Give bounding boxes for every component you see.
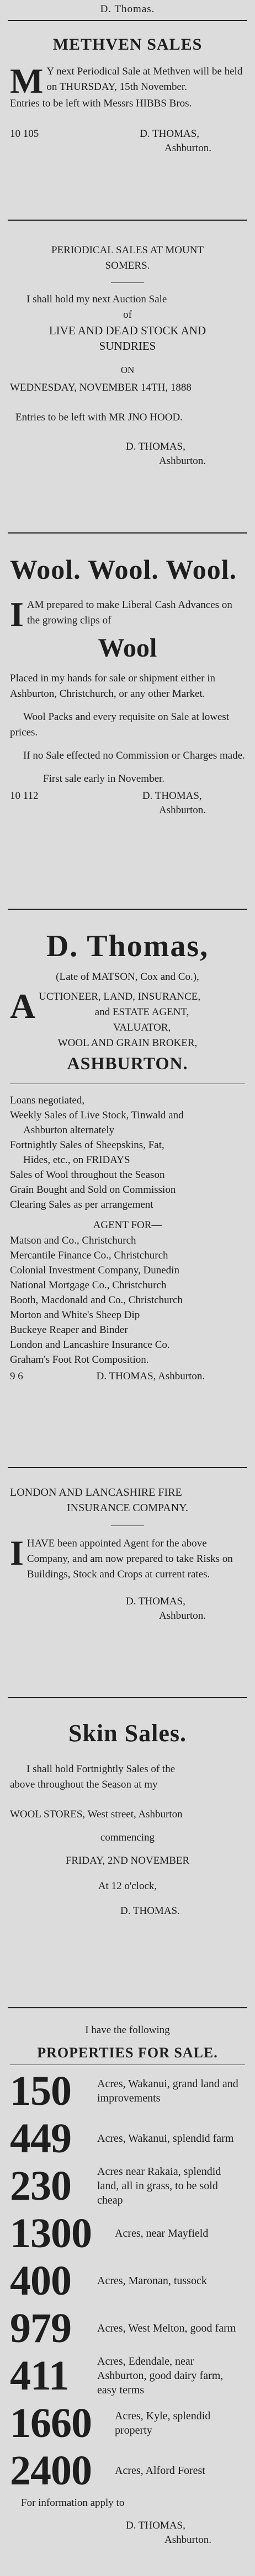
wool-title: Wool. Wool. Wool. <box>10 554 237 585</box>
mount-somers-sig-place: Ashburton. <box>159 455 206 467</box>
methven-ref: 10 105 <box>10 128 39 140</box>
mount-somers-sig-name: D. THOMAS, <box>126 441 185 452</box>
insurance-title-1: LONDON AND LANCASHIRE FIRE <box>10 1486 182 1498</box>
wool-subtitle: Wool <box>98 633 157 663</box>
wool-text: AM prepared to make Liberal Cash Advances on the growing clips of <box>26 599 232 626</box>
wool-sig-name: D. THOMAS, <box>142 790 202 802</box>
skin-sales-ad <box>8 1698 247 2007</box>
dropcap-i: I <box>10 595 24 634</box>
short-rule <box>111 282 144 283</box>
mount-somers-date: WEDNESDAY, NOVEMBER 14TH, 1888 <box>10 382 192 393</box>
agency-item: London and Lancashire Insurance Co. <box>10 1339 170 1351</box>
property-desc: Acres, Wakanui, splendid farm <box>97 2132 234 2145</box>
skin-sig: D. THOMAS. <box>120 1905 180 1917</box>
thomas-ref: 9 6 <box>10 1370 23 1382</box>
property-row <box>10 2401 245 2446</box>
property-row <box>10 2258 245 2303</box>
methven-text: Y next Periodical Sale at Methven will be held on THURSDAY, 15th November. <box>46 66 243 93</box>
properties-intro: I have the following <box>85 2024 170 2036</box>
wool-para-3: If no Sale effected no Commission or Charges made. <box>23 750 245 761</box>
agency-item: Colonial Investment Company, Dunedin <box>10 1265 179 1276</box>
property-acres: 2400 <box>10 2447 92 2494</box>
property-desc: Acres, Edendale, near Ashburton, good dairy farm, easy terms <box>97 2355 224 2396</box>
skin-line-1: I shall hold Fortnightly Sales of the <box>26 1763 176 1775</box>
service-item: Loans negotiated, <box>10 1095 85 1106</box>
property-desc: Acres, Wakanui, grand land and improvements <box>97 2078 238 2104</box>
insurance-ad <box>8 1468 247 1697</box>
thomas-signature <box>10 1369 245 1384</box>
service-item: Clearing Sales as per arrangement <box>10 1199 153 1210</box>
agency-item: Buckeye Reaper and Binder <box>10 1324 128 1336</box>
properties-ad <box>8 2008 247 2553</box>
wool-signature <box>10 789 245 803</box>
property-desc: Acres, Alford Forest <box>115 2465 205 2477</box>
wool-sig-place: Ashburton. <box>159 804 206 816</box>
property-row <box>10 2163 245 2209</box>
property-acres: 1660 <box>10 2400 92 2446</box>
masthead: D. Thomas. <box>100 3 155 15</box>
property-desc: Acres, Maronan, tussock <box>97 2275 207 2287</box>
thomas-sig: D. THOMAS, Ashburton. <box>96 1370 205 1382</box>
mount-somers-on: ON <box>120 365 135 375</box>
property-row <box>10 2068 245 2114</box>
mount-somers-title-1: PERIODICAL SALES AT MOUNT <box>51 244 204 256</box>
property-row <box>10 2448 245 2493</box>
property-acres: 150 <box>10 2068 71 2114</box>
methven-signature <box>10 127 245 141</box>
mount-somers-ad <box>8 221 247 532</box>
agency-item: Graham's Foot Rot Composition. <box>10 1354 149 1366</box>
agency-item: Morton and White's Sheep Dip <box>10 1309 140 1321</box>
skin-line-2: above throughout the Season at my <box>10 1779 158 1790</box>
thomas-line-4: WOOL AND GRAIN BROKER, <box>57 1037 198 1049</box>
thomas-line-1: UCTIONEER, LAND, INSURANCE, <box>39 991 201 1002</box>
thomas-place: ASHBURTON. <box>67 1053 188 1073</box>
wool-ad <box>8 534 247 909</box>
wool-body <box>10 595 245 634</box>
agent-for-heading: AGENT FOR— <box>93 1219 162 1231</box>
thomas-agencies <box>10 1233 245 1367</box>
agency-item: Booth, Macdonald and Co., Christchurch <box>10 1294 183 1306</box>
insurance-text: HAVE been appointed Agent for the above Company, and am now prepared to take Risks on Buildings, Stock and Crops at current rates. <box>26 1538 233 1580</box>
properties-info: For information apply to <box>21 2497 125 2509</box>
mount-somers-lot-2: SUNDRIES <box>99 339 156 353</box>
skin-date: FRIDAY, 2ND NOVEMBER <box>65 1855 190 1866</box>
newspaper-column <box>0 3 255 2576</box>
wool-ref: 10 112 <box>10 790 39 802</box>
property-acres: 400 <box>10 2258 71 2304</box>
property-desc: Acres, Kyle, splendid property <box>115 2410 211 2436</box>
thomas-ad <box>8 910 247 1467</box>
service-item: Weekly Sales of Live Stock, Tinwald and <box>10 1110 184 1121</box>
thomas-late: (Late of MATSON, Cox and Co.), <box>56 971 199 983</box>
methven-sales-ad <box>8 21 247 220</box>
property-acres: 979 <box>10 2305 71 2351</box>
property-acres: 411 <box>10 2353 69 2399</box>
agency-item: Mercantile Finance Co., Christchurch <box>10 1250 168 1261</box>
service-item: Grain Bought and Sold on Commission <box>10 1184 176 1196</box>
skin-line-3: WOOL STORES, West street, Ashburton <box>10 1809 183 1820</box>
property-row <box>10 2211 245 2256</box>
skin-line-4: commencing <box>100 1832 155 1843</box>
property-row <box>10 2306 245 2351</box>
service-item: Ashburton alternately <box>23 1124 115 1136</box>
insurance-sig-name: D. THOMAS, <box>126 1596 185 1607</box>
agency-item: Matson and Co., Christchurch <box>10 1235 136 1246</box>
dropcap-m: M <box>10 61 44 100</box>
service-item: Fortnightly Sales of Sheepskins, Fat, <box>10 1139 164 1151</box>
service-item: Sales of Wool throughout the Season <box>10 1169 165 1181</box>
mount-somers-entries: Entries to be left with MR JNO HOOD. <box>15 412 183 423</box>
insurance-title-2: INSURANCE COMPANY. <box>66 1502 189 1514</box>
mount-somers-of: of <box>123 309 132 321</box>
methven-sig-name: D. THOMAS, <box>140 128 200 140</box>
skin-title: Skin Sales. <box>68 1720 187 1747</box>
thomas-services <box>10 1093 245 1212</box>
property-acres: 1300 <box>10 2210 92 2257</box>
insurance-body <box>10 1533 245 1582</box>
wool-para-1: Placed in my hands for sale or shipment either in Ashburton, Christchurch, or any other Market. <box>10 673 215 700</box>
insurance-sig-place: Ashburton. <box>159 1610 206 1622</box>
thomas-line-2: and ESTATE AGENT, <box>94 1006 189 1018</box>
properties-sig-place: Ashburton. <box>164 2534 211 2546</box>
dropcap-a: A <box>10 986 36 1026</box>
property-desc: Acres near Rakaia, splendid land, all in grass, to be sold cheap <box>97 2166 221 2206</box>
service-item: Hides, etc., on FRIDAYS <box>23 1154 130 1166</box>
properties-sig-name: D. THOMAS, <box>126 2520 185 2531</box>
methven-title: METHVEN SALES <box>52 35 203 54</box>
methven-entries: Entries to be left with Messrs HIBBS Bros. <box>10 98 192 109</box>
mount-somers-lot-1: LIVE AND DEAD STOCK AND <box>49 324 206 337</box>
wool-para-4: First sale early in November. <box>43 773 165 785</box>
wool-para-2: Wool Packs and every requisite on Sale at lowest prices. <box>10 711 230 738</box>
agency-item: National Mortgage Co., Christchurch <box>10 1279 167 1291</box>
mount-somers-title-2: SOMERS. <box>105 260 150 271</box>
property-desc: Acres, near Mayfield <box>115 2227 209 2239</box>
skin-time: At 12 o'clock, <box>98 1880 157 1892</box>
property-row <box>10 2353 245 2398</box>
property-row <box>10 2116 245 2161</box>
mount-somers-intro: I shall hold my next Auction Sale <box>26 294 167 305</box>
thomas-title: D. Thomas, <box>46 929 209 963</box>
properties-title: PROPERTIES FOR SALE. <box>37 2045 218 2061</box>
methven-body <box>10 61 245 100</box>
methven-sig-place: Ashburton. <box>164 142 211 154</box>
property-acres: 449 <box>10 2115 71 2162</box>
thomas-line-3: VALUATOR, <box>113 1022 171 1033</box>
property-acres: 230 <box>10 2163 71 2209</box>
dropcap-i: I <box>10 1533 24 1572</box>
property-desc: Acres, West Melton, good farm <box>97 2322 236 2334</box>
